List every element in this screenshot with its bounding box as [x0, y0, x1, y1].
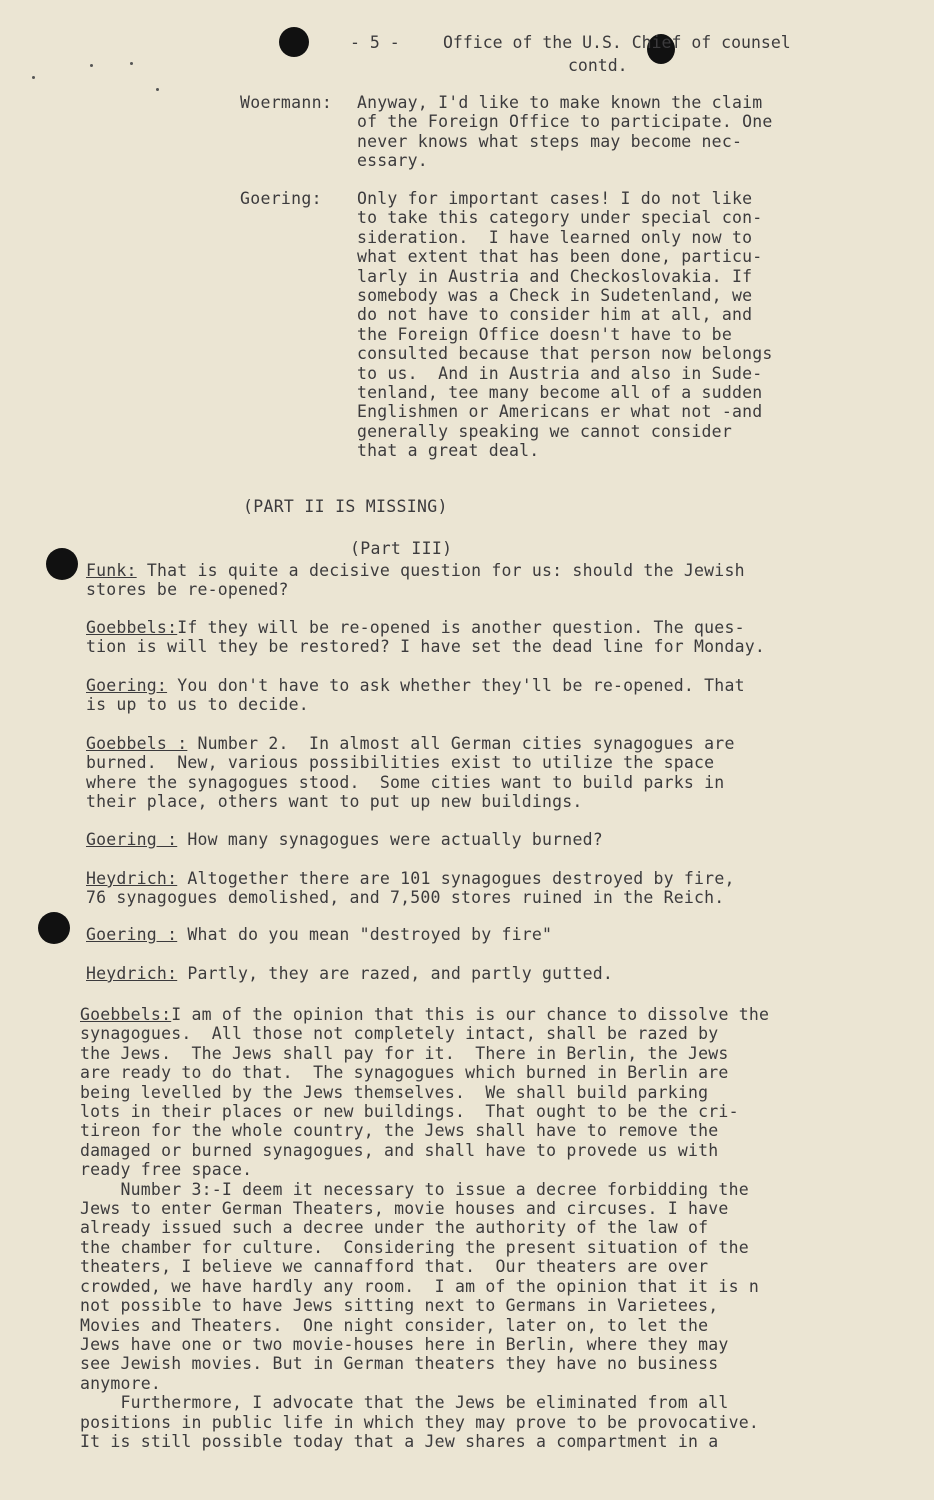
speaker-label: Funk:	[86, 561, 137, 580]
speaker-label: Heydrich:	[86, 964, 178, 983]
paper-speck	[130, 62, 133, 65]
speech-line: That is quite a decisive question for us: should the Jewish	[146, 561, 745, 580]
speech-line: Jews have one or two movie-houses here in Berlin, where they may	[80, 1334, 729, 1354]
speaker-label: Goebbels:	[80, 1005, 172, 1024]
punch-hole-middle	[46, 548, 78, 580]
speech-block	[86, 925, 552, 944]
speech-line: I am of the opinion that this is our chance to dissolve the	[171, 1005, 770, 1024]
speech-line: larly in Austria and Checkoslovakia. If	[357, 266, 753, 286]
speech-line: to us. And in Austria and also in Sude-	[357, 363, 763, 383]
speaker-label: Goebbels :	[86, 734, 188, 753]
header-contd: contd.	[568, 56, 628, 75]
speech-line: Only for important cases! I do not like	[357, 189, 753, 208]
speech-block	[86, 964, 613, 983]
speech-block	[86, 618, 765, 657]
paper-speck	[156, 88, 159, 91]
speech-line: are ready to do that. The synagogues which burned in Berlin are	[80, 1063, 729, 1083]
speech-line: It is still possible today that a Jew shares a compartment in a	[80, 1431, 719, 1451]
speech-line: ready free space.	[80, 1160, 253, 1180]
speech-line: lots in their places or new buildings. That ought to be the cri-	[80, 1102, 739, 1122]
speech-line: positions in public life in which they may prove to be provocative.	[80, 1412, 759, 1432]
speech-line: being levelled by the Jews themselves. We shall build parking	[80, 1082, 709, 1102]
speech-line: where the synagogues stood. Some cities want to build parks in	[86, 772, 725, 792]
speech-line: essary.	[357, 151, 428, 171]
paper-speck	[32, 76, 35, 79]
office-title: Office of the U.S. Chief of counsel	[443, 33, 791, 52]
punch-hole-lower	[38, 912, 70, 944]
speech-line: How many synagogues were actually burned?	[187, 830, 603, 849]
speech-line: what extent that has been done, particu-	[357, 247, 763, 267]
speaker-label: Goering:	[240, 189, 322, 208]
speech-line: Anyway, I'd like to make known the claim	[357, 93, 763, 112]
speech-block	[357, 93, 773, 171]
speech-line: not possible to have Jews sitting next to Germans in Varietees,	[80, 1296, 719, 1316]
speech-line: Partly, they are razed, and partly gutted.	[187, 964, 613, 983]
missing-note: (PART II IS MISSING)	[243, 497, 448, 516]
speech-block	[86, 869, 735, 908]
speech-line: is up to us to decide.	[86, 695, 309, 715]
speech-block	[86, 734, 735, 812]
speech-block	[86, 676, 745, 715]
speech-line: burned. New, various possibilities exist to utilize the space	[86, 753, 715, 773]
speech-line: What do you mean "destroyed by fire"	[187, 925, 553, 944]
speech-line: do not have to consider him at all, and	[357, 305, 753, 325]
speaker-label: Woermann:	[240, 93, 333, 112]
speech-block	[86, 830, 603, 849]
speaker-label: Goering :	[86, 925, 178, 944]
speech-line: somebody was a Check in Sudetenland, we	[357, 286, 753, 306]
speech-line: the Jews. The Jews shall pay for it. There in Berlin, the Jews	[80, 1043, 729, 1063]
speech-line: the Foreign Office doesn't have to be	[357, 324, 732, 344]
speech-line: Englishmen or Americans er what not -and	[357, 402, 763, 422]
paper-speck	[90, 64, 93, 67]
speech-block	[80, 1005, 769, 1451]
speech-line: You don't have to ask whether they'll be re-opened. That	[177, 676, 745, 695]
speech-line: crowded, we have hardly any room. I am of the opinion that it is n	[80, 1276, 759, 1296]
speaker-label: Goebbels:	[86, 618, 178, 637]
speech-line: to take this category under special con-	[357, 208, 763, 228]
speech-line: synagogues. All those not completely intact, shall be razed by	[80, 1024, 719, 1044]
speech-line: the chamber for culture. Considering the present situation of the	[80, 1237, 749, 1257]
speech-line: Number 3:-I deem it necessary to issue a decree forbidding the	[80, 1179, 749, 1199]
speech-line: consulted because that person now belongs	[357, 344, 773, 364]
speech-line: sideration. I have learned only now to	[357, 227, 753, 247]
page-number: - 5 -	[350, 33, 400, 52]
speech-line: tenland, tee many become all of a sudden	[357, 383, 763, 403]
speech-line: never knows what steps may become nec-	[357, 131, 743, 151]
speech-block	[357, 189, 773, 461]
speech-line: of the Foreign Office to participate. One	[357, 112, 773, 132]
speech-line: damaged or burned synagogues, and shall have to provede us with	[80, 1140, 719, 1160]
speech-line: anymore.	[80, 1373, 162, 1393]
speech-line: Number 2. In almost all German cities synagogues are	[197, 734, 735, 753]
speech-line: Furthermore, I advocate that the Jews be eliminated from all	[80, 1393, 729, 1413]
speaker-label: Heydrich:	[86, 869, 178, 888]
speech-block	[86, 561, 745, 600]
speech-line: their place, others want to put up new buildings.	[86, 792, 583, 812]
speech-line: that a great deal.	[357, 441, 540, 461]
punch-hole-top	[279, 27, 309, 57]
speech-line: tion is will they be restored? I have set the dead line for Monday.	[86, 637, 765, 657]
speaker-label: Goering :	[86, 830, 178, 849]
speech-line: If they will be re-opened is another question. The ques-	[177, 618, 745, 637]
speech-line: Altogether there are 101 synagogues destroyed by fire,	[187, 869, 735, 888]
speech-line: Movies and Theaters. One night consider, later on, to let the	[80, 1315, 709, 1335]
speech-line: 76 synagogues demolished, and 7,500 stores ruined in the Reich.	[86, 888, 725, 908]
speech-line: generally speaking we cannot consider	[357, 421, 732, 441]
speech-line: theaters, I believe we cannafford that. Our theaters are over	[80, 1257, 709, 1277]
speech-line: already issued such a decree under the authority of the law of	[80, 1218, 709, 1238]
part-title: (Part III)	[350, 539, 453, 558]
speech-line: see Jewish movies. But in German theaters they have no business	[80, 1354, 719, 1374]
speech-line: Jews to enter German Theaters, movie houses and circuses. I have	[80, 1199, 729, 1219]
speech-line: stores be re-opened?	[86, 580, 289, 600]
speaker-label: Goering:	[86, 676, 168, 695]
speech-line: tireon for the whole country, the Jews shall have to remove the	[80, 1121, 719, 1141]
